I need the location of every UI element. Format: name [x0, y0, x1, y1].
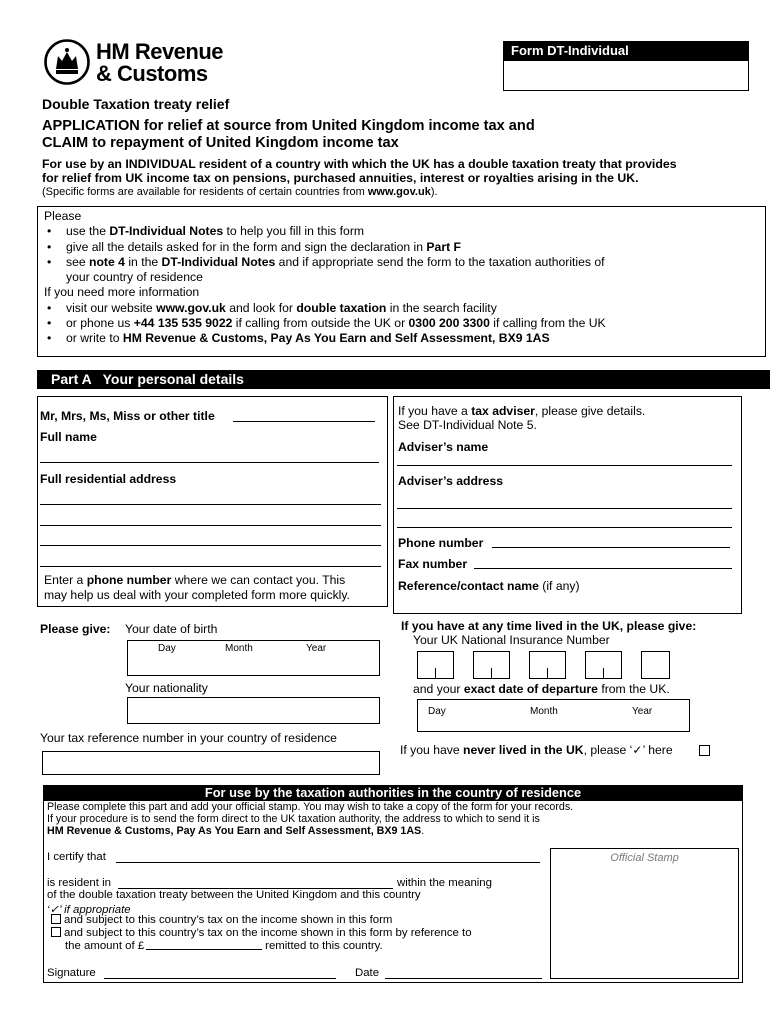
- authority-p1: Please complete this part and add your official stamp. You may wish to take a copy of the form for your records.: [47, 801, 574, 813]
- full-name-input[interactable]: [40, 462, 379, 463]
- reference-label: Reference/contact name (if any): [398, 579, 580, 593]
- dob-month-label: Month: [225, 643, 253, 654]
- full-name-label: Full name: [40, 430, 97, 444]
- tax-ref-input[interactable]: [42, 751, 380, 775]
- authority-title: For use by the taxation authorities in the country of residence: [204, 785, 582, 800]
- dob-input[interactable]: [127, 640, 380, 676]
- certify-label: I certify that: [47, 851, 106, 863]
- form-id-text: Form DT-Individual: [511, 43, 629, 58]
- date-input[interactable]: [385, 978, 542, 979]
- dob-label: Your date of birth: [125, 622, 218, 636]
- authority-header: [43, 785, 743, 800]
- treaty-text: of the double taxation treaty between the United Kingdom and this country: [47, 889, 421, 901]
- address-input-line[interactable]: [40, 525, 381, 526]
- address-label: Full residential address: [40, 472, 177, 486]
- phone-note: Enter a phone number where we can contact you. This may help us deal with your completed form more quickly.: [44, 573, 350, 602]
- title-label: Mr, Mrs, Ms, Miss or other title: [40, 409, 215, 423]
- signature-label: Signature: [47, 967, 96, 979]
- info-item: • or write to HM Revenue & Customs, Pay As You Earn and Self Assessment, BX9 1AS: [44, 331, 759, 346]
- instruction-item: • give all the details asked for in the form and sign the declaration in Part F: [44, 240, 759, 255]
- adviser-intro: If you have a tax adviser, please give details. See DT-Individual Note 5.: [398, 404, 646, 432]
- amount-input[interactable]: [146, 939, 262, 950]
- date-label: Date: [355, 967, 380, 979]
- uk-lived-label: If you have at any time lived in the UK, please give:: [401, 619, 697, 633]
- nino-input[interactable]: [417, 651, 677, 679]
- departure-month-label: Month: [530, 706, 558, 717]
- adviser-address-label: Adviser’s address: [398, 474, 504, 488]
- certify-input[interactable]: [116, 862, 540, 863]
- address-input-line[interactable]: [40, 545, 381, 546]
- info-item: • or phone us +44 135 535 9022 if calling from outside the UK or 0300 200 3300 if calling from the UK: [44, 316, 759, 331]
- nationality-label: Your nationality: [125, 681, 208, 695]
- page-title-line2: CLAIM to repayment of United Kingdom income tax: [42, 135, 399, 151]
- nino-label: Your UK National Insurance Number: [413, 633, 610, 647]
- option-1: and subject to this country’s tax on the income shown in this form: [51, 914, 392, 926]
- tax-ref-label: Your tax reference number in your country of residence: [40, 731, 337, 745]
- info-item: • visit our website www.gov.uk and look for double taxation in the search facility: [44, 301, 759, 316]
- option-2: and subject to this country’s tax on the income shown in this form by reference to: [51, 927, 472, 939]
- phone-number-label: Phone number: [398, 536, 484, 550]
- departure-label: and your exact date of departure from the UK.: [413, 682, 670, 696]
- signature-input[interactable]: [104, 978, 336, 979]
- form-id-field[interactable]: [503, 60, 749, 91]
- instruction-item: • use the DT-Individual Notes to help you fill in this form: [44, 224, 759, 239]
- authority-p3: HM Revenue & Customs, Pay As You Earn and Self Assessment, BX9 1AS.: [47, 825, 425, 837]
- dob-year-label: Year: [306, 643, 327, 654]
- part-a-title: Part A Your personal details: [51, 371, 244, 387]
- amount-line: the amount of £ remitted to this country.: [65, 940, 383, 952]
- page-title-line1: APPLICATION for relief at source from United Kingdom income tax and: [42, 118, 535, 134]
- instructions-more: If you need more information: [44, 285, 200, 300]
- authority-p2: If your procedure is to send the form direct to the UK taxation authority, the address to which to send it is: [47, 813, 540, 825]
- phone-number-input[interactable]: [492, 547, 730, 548]
- official-stamp-label: Official Stamp: [610, 852, 679, 864]
- adviser-address-line[interactable]: [397, 508, 732, 509]
- official-stamp-box[interactable]: [550, 848, 739, 979]
- never-lived-checkbox[interactable]: [699, 745, 710, 756]
- fax-number-label: Fax number: [398, 557, 468, 571]
- instructions-box: [37, 206, 766, 357]
- adviser-name-input[interactable]: [397, 465, 732, 466]
- please-give-label: Please give:: [40, 622, 111, 636]
- form-id-label: [503, 41, 749, 60]
- within-label: within the meaning: [397, 877, 492, 889]
- intro-note: (Specific forms are available for residents of certain countries from www.gov.uk).: [42, 186, 438, 198]
- intro-line2: for relief from UK income tax on pensions, purchased annuities, interest or royalties arising in the UK.: [42, 171, 639, 185]
- website-link[interactable]: www.gov.uk: [156, 300, 226, 315]
- nationality-input[interactable]: [127, 697, 380, 724]
- subtitle: Double Taxation treaty relief: [42, 96, 230, 112]
- departure-date-input[interactable]: [417, 699, 690, 732]
- departure-year-label: Year: [632, 706, 653, 717]
- part-a-header: [37, 370, 770, 389]
- hmrc-logo: [44, 39, 244, 87]
- adviser-address-line[interactable]: [397, 527, 732, 528]
- departure-day-label: Day: [428, 706, 446, 717]
- option-1-checkbox[interactable]: [51, 914, 61, 924]
- crest-icon: [44, 39, 90, 85]
- option-2-checkbox[interactable]: [51, 927, 61, 937]
- instruction-item: • see note 4 in the DT-Individual Notes and if appropriate send the form to the taxation authorities of your country of residence: [44, 255, 759, 286]
- dob-day-label: Day: [158, 643, 176, 654]
- title-input[interactable]: [233, 421, 375, 422]
- address-input-line[interactable]: [40, 566, 381, 567]
- govuk-link[interactable]: www.gov.uk: [367, 186, 431, 198]
- logo-line2: & Customs: [96, 61, 208, 86]
- resident-label: is resident in: [47, 877, 111, 889]
- tick-instruction: ‘✓’ if appropriate: [47, 904, 131, 916]
- adviser-name-label: Adviser’s name: [398, 440, 489, 454]
- never-lived-label: If you have never lived in the UK, please ‘✓’ here: [400, 743, 673, 757]
- instructions-please: Please: [44, 209, 82, 223]
- fax-number-input[interactable]: [474, 568, 732, 569]
- address-input-line[interactable]: [40, 504, 381, 505]
- intro-line1: For use by an INDIVIDUAL resident of a country with which the UK has a double taxation treaty that provides: [42, 157, 677, 171]
- logo-line1: HM Revenue: [96, 39, 224, 64]
